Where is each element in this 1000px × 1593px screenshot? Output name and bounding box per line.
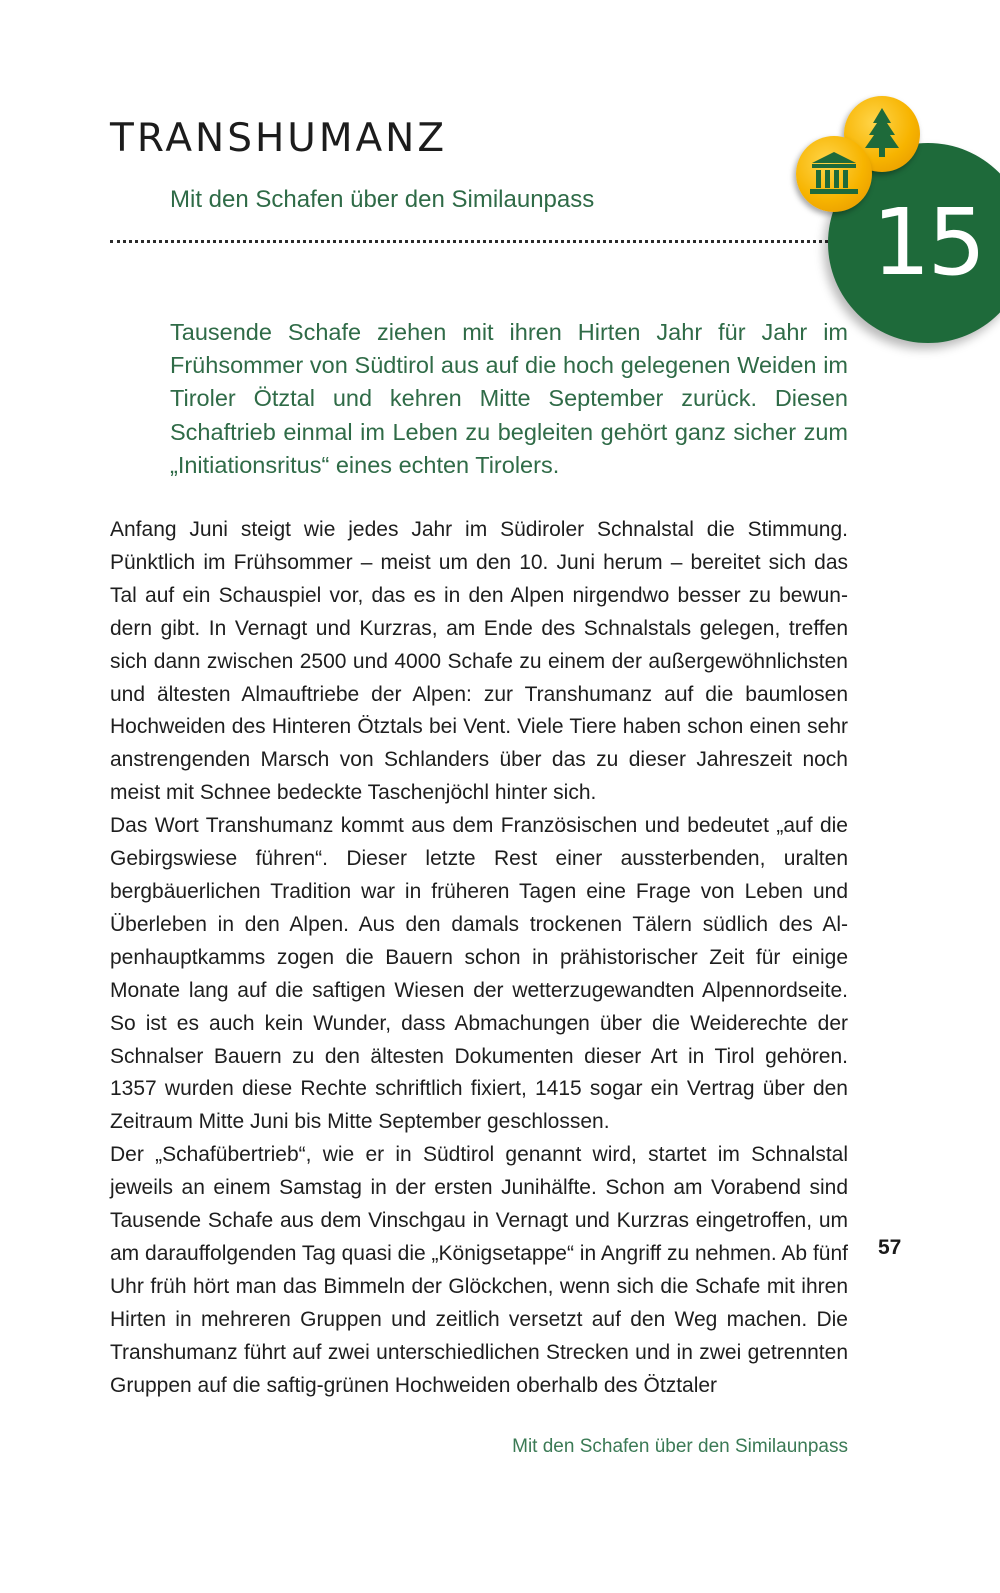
chapter-title: TRANSHUMANZ: [110, 116, 448, 161]
page-number: 57: [878, 1236, 902, 1259]
body-paragraph-2: Das Wort Transhumanz kommt aus dem Französischen und bedeutet „auf die Gebirgswiese führen“. Dieser letzte Rest einer aussterbenden, uralten bergbäuerlichen Tradition war in früheren Tagen eine Frage von Leben und Überleben in den Alpen. Aus den damals trockenen Tälern südlich des Alpenhauptkamms zogen die Bauern schon in prähistorischer Zeit für einige Monate lang auf die saftigen Wiesen der wetterzugewandten Alpennordseite. So ist es auch kein Wunder, dass Abmachungen über die Weiderechte der Schnalser Bauern zu den ältesten Dokumenten dieser Art in Tirol gehören. 1357 wurden diese Rechte schriftlich fixiert, 1415 sogar ein Vertrag über den Zeitraum Mitte Juni bis Mitte September geschlossen.: [110, 814, 848, 1134]
chapter-subtitle: Mit den Schafen über den Similaunpass: [170, 186, 595, 213]
museum-icon: [796, 136, 872, 212]
running-footer: Mit den Schafen über den Similaunpass: [512, 1436, 848, 1457]
lead-paragraph: Tausende Schafe ziehen mit ihren Hirten Jahr für Jahr im Frühsommer von Südtirol aus auf die hoch gelegenen Weiden im Tiroler Ötztal und kehren Mitte September zurück. Diesen Schaftrieb einmal im Leben zu begleiten gehört ganz sicher zum „Initiationsritus“ eines echten Tirolers.: [170, 319, 848, 478]
chapter-number: 15: [872, 189, 984, 296]
dotted-divider: [110, 240, 828, 243]
body-paragraph-1: Anfang Juni steigt wie jedes Jahr im Südiroler Schnalstal die Stimmung. Pünktlich im Frühsommer – meist um den 10. Juni herum – bereitet sich das Tal auf ein Schauspiel vor, das es in den Alpen nirgendwo besser zu bewundern gibt. In Vernagt und Kurzras, am Ende des Schnalstals gelegen, treffen sich dann zwischen 2500 und 4000 Schafe zu einem der außergewöhnlichsten und ältesten Almauftriebe der Alpen: zur Transhumanz auf die baumlosen Hochweiden des Hinteren Ötztals bei Vent. Viele Tiere haben schon einen sehr anstrengenden Marsch von Schlanders über das zu dieser Jahreszeit noch meist mit Schnee bedeckte Taschenjöchl hinter sich.: [110, 518, 848, 805]
body-text: [110, 514, 848, 1402]
body-paragraph-3: Der „Schafübertrieb“, wie er in Südtirol genannt wird, startet im Schnalstal jeweils an einem Samstag in der ersten Junihälfte. Schon am Vorabend sind Tausende Schafe aus dem Vinschgau in Vernagt und Kurzras eingetroffen, um am darauffolgenden Tag quasi die „Königsetappe“ in Angriff zu nehmen. Ab fünf Uhr früh hört man das Bimmeln der Glöckchen, wenn sich die Schafe mit ihren Hirten in mehreren Gruppen und zeitlich versetzt auf den Weg machen. Die Transhumanz führt auf zwei unterschiedlichen Strecken und in zwei getrennten Gruppen auf die saftig-grünen Hochweiden oberhalb des Ötztaler: [110, 1143, 848, 1397]
